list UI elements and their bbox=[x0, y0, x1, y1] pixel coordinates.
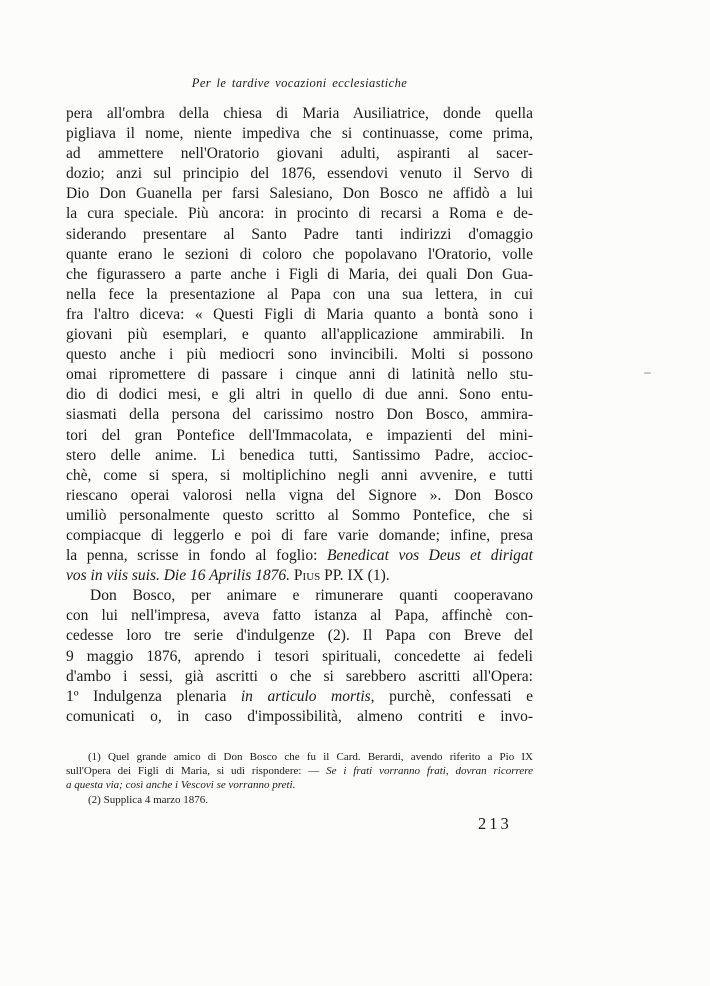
text-run: Benedicat vos Deus et dirigat bbox=[326, 547, 533, 565]
text-line bbox=[66, 426, 533, 446]
text-run: fra l'altro diceva: « Questi Figli di Maria quanto a bontà sono i bbox=[66, 305, 533, 323]
text-run: Se i frati vorranno frati, dovran ricorrere bbox=[326, 765, 533, 778]
text-run: pigliava il nome, niente impediva che si continuasse, come prima, bbox=[66, 125, 533, 143]
text-run: d'ambo i sessi, già ascritti o che si sarebbero ascritti all'Opera: bbox=[66, 667, 533, 685]
text-run: questo anche i più mediocri sono invincibili. Molti si possono bbox=[66, 346, 533, 364]
text-line bbox=[66, 606, 533, 626]
text-run: in articulo mortis bbox=[240, 687, 371, 705]
text-run: vos in viis suis. Die 16 Aprilis 1876. bbox=[66, 567, 291, 585]
text-line bbox=[66, 626, 533, 646]
footnotes bbox=[66, 750, 533, 807]
text-line bbox=[66, 793, 533, 807]
text-line bbox=[66, 566, 533, 586]
text-run: tori del gran Pontefice dell'Immacolata, e impazienti del mini- bbox=[66, 426, 533, 444]
text-run: la cura speciale. Più ancora: in procinto di recarsi a Roma e de- bbox=[66, 205, 533, 223]
text-line bbox=[66, 405, 533, 425]
text-run: quante erano le sezioni di coloro che popolavano l'Oratorio, volle bbox=[66, 245, 533, 263]
text-run: la penna, scrisse in fondo al foglio: bbox=[66, 547, 327, 565]
text-line bbox=[66, 778, 533, 792]
text-line bbox=[66, 647, 533, 667]
text-line bbox=[66, 586, 533, 606]
text-run: cedesse loro tre serie d'indulgenze (2). Il Papa con Breve del bbox=[66, 627, 533, 645]
text-line bbox=[66, 164, 533, 184]
text-line bbox=[66, 486, 533, 506]
text-run: siasmati della persona del carissimo nostro Don Bosco, ammira- bbox=[66, 406, 533, 424]
text-line bbox=[66, 345, 533, 365]
text-run: dozio; anzi sul principio del 1876, essendovi venuto il Servo di bbox=[66, 165, 533, 183]
text-line bbox=[66, 687, 533, 707]
text-line bbox=[66, 667, 533, 687]
text-run: Don Bosco, per animare e rimunerare quanti cooperavano bbox=[90, 587, 533, 605]
paragraph bbox=[66, 104, 533, 586]
text-run: pera all'ombra della chiesa di Maria Ausiliatrice, donde quella bbox=[66, 105, 533, 122]
text-run: comunicati o, in caso d'impossibilità, almeno contriti e invo- bbox=[66, 707, 533, 725]
text-line bbox=[66, 285, 533, 305]
text-line bbox=[66, 764, 533, 778]
text-run: a questa via; così anche i Vescovi se vorranno preti. bbox=[66, 779, 296, 792]
body-text bbox=[66, 104, 533, 727]
text-line bbox=[66, 466, 533, 486]
text-run: ad ammettere nell'Oratorio giovani adulti, aspiranti al sacer- bbox=[66, 145, 533, 163]
text-run: siderando presentare al Santo Padre tanti indirizzi d'omaggio bbox=[66, 225, 533, 243]
text-run: chè, come si spera, si moltiplichino negli anni avvenire, e tutti bbox=[66, 466, 533, 484]
text-line bbox=[66, 707, 533, 727]
text-run: sull'Opera dei Figli di Maria, si udì rispondere: — bbox=[66, 765, 327, 778]
text-run: Pius bbox=[293, 567, 321, 585]
paragraph bbox=[66, 793, 533, 807]
scan-artifact bbox=[644, 372, 651, 374]
text-line bbox=[66, 526, 533, 546]
paragraph bbox=[66, 750, 533, 793]
text-line bbox=[66, 365, 533, 385]
text-line bbox=[66, 265, 533, 285]
text-run: giovani più esemplari, e quanto all'applicazione ammirabili. In bbox=[66, 326, 533, 344]
text-run: 9 maggio 1876, aprendo i tesori spirituali, concedette ai fedeli bbox=[66, 647, 533, 665]
page-number: 213 bbox=[478, 814, 512, 833]
running-header: Per le tardive vocazioni ecclesiastiche bbox=[191, 76, 408, 90]
text-line bbox=[66, 104, 533, 124]
text-line bbox=[66, 750, 533, 764]
text-run: stero delle anime. Li benedica tutti, Santissimo Padre, accioc- bbox=[66, 446, 533, 464]
text-run: nella fece la presentazione al Papa con una sua lettera, in cui bbox=[66, 285, 533, 303]
text-line bbox=[66, 506, 533, 526]
text-line bbox=[66, 305, 533, 325]
text-run: PP. IX (1). bbox=[320, 567, 390, 585]
text-run: omai ripromettere di passare i cinque anni di latinità nello stu- bbox=[66, 366, 533, 384]
text-line bbox=[66, 245, 533, 265]
text-run: (2) Supplica 4 marzo 1876. bbox=[88, 793, 209, 806]
text-run: dio di dodici mesi, e gli altri in quello di due anni. Sono entu- bbox=[66, 386, 533, 404]
text-run: Dio Don Guanella per farsi Salesiano, Don Bosco ne affidò a lui bbox=[66, 185, 533, 203]
text-line bbox=[66, 184, 533, 204]
text-line bbox=[66, 446, 533, 466]
paragraph bbox=[66, 586, 533, 727]
text-line bbox=[66, 144, 533, 164]
text-line bbox=[66, 385, 533, 405]
text-line bbox=[66, 124, 533, 144]
text-run: che figurassero a parte anche i Figli di Maria, dei quali Don Gua- bbox=[66, 265, 533, 283]
text-run: con lui nell'impresa, aveva fatto istanza al Papa, affinchè con- bbox=[66, 607, 533, 625]
text-line bbox=[66, 325, 533, 345]
text-run: , purchè, confessati e bbox=[370, 687, 533, 705]
text-run: riescano operai valorosi nella vigna del Signore ». Don Bosco bbox=[66, 486, 533, 504]
text-run: 1º Indulgenza plenaria bbox=[66, 687, 241, 705]
text-run: umiliò personalmente questo scritto al Sommo Pontefice, che si bbox=[66, 506, 533, 524]
text-line bbox=[66, 225, 533, 245]
text-line bbox=[66, 546, 533, 566]
text-run: (1) Quel grande amico di Don Bosco che fu il Card. Berardi, avendo riferito a Pio IX bbox=[88, 751, 533, 763]
text-line bbox=[66, 204, 533, 224]
text-run: compiacque di leggerlo e poi di fare varie domande; infine, presa bbox=[66, 526, 533, 544]
